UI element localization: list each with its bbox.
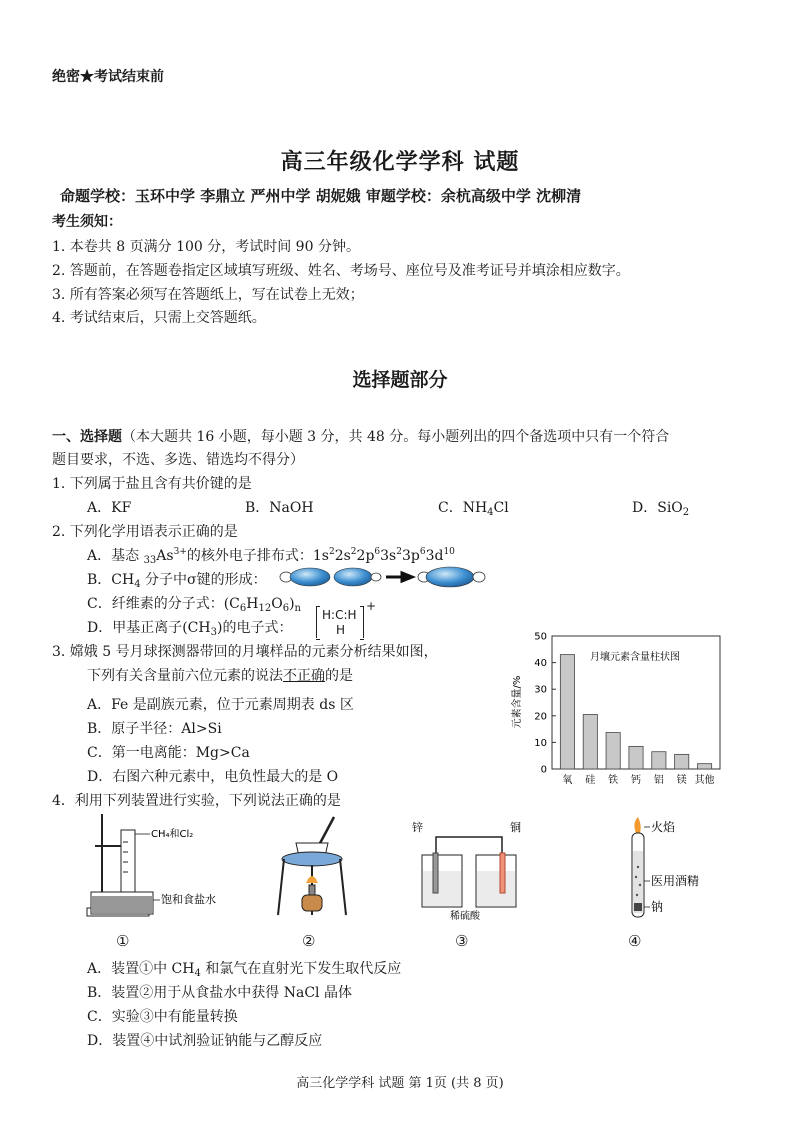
bar-氧: [560, 655, 574, 769]
label-acid: 稀硫酸: [450, 911, 480, 922]
brine: [92, 896, 152, 913]
element-content-chart: [505, 628, 730, 788]
option-c: C．第一电离能：Mg>Ca: [87, 745, 250, 761]
chart-title: 月壤元素含量柱状图: [590, 652, 680, 663]
x-tick-label: 氧: [562, 775, 573, 786]
question-stem: 4．利用下列装置进行实验，下列说法正确的是: [52, 793, 341, 809]
flame: [306, 876, 318, 883]
question-stem: 2. 下列化学用语表示正确的是: [52, 524, 238, 540]
ring: [282, 852, 342, 866]
zinc-electrode: [433, 853, 438, 893]
y-tick-label: 50: [534, 631, 547, 643]
bar-铁: [606, 733, 620, 769]
option-b: B．NaOH: [245, 500, 314, 516]
notice-item: 3. 所有答案必须写在答题纸上，写在试卷上无效；: [52, 287, 364, 303]
school-info: 命题学校：玉环中学 李鼎立 严州中学 胡妮娥 审题学校：余杭高级中学 沈柳清: [60, 187, 582, 205]
option-c: C．纤维素的分子式：$(C_6H_{12}O_6)_n$: [87, 596, 301, 614]
option-c: C．$NH_4Cl$: [438, 500, 509, 518]
confidential-label: 绝密★考试结束前: [52, 69, 164, 85]
apparatus-3: [410, 815, 530, 925]
electron-formula: H:C:H H: [316, 606, 364, 638]
apparatus-number: ①: [116, 932, 130, 950]
copper-electrode: [500, 853, 505, 893]
x-tick-label: 铁: [608, 775, 619, 786]
charge-sign: +: [366, 599, 377, 613]
option-c: C．实验③中有能量转换: [87, 1009, 238, 1025]
option-b: B．装置②用于从食盐水中获得 NaCl 晶体: [87, 985, 352, 1001]
option-b: B．原子半径：Al>Si: [87, 721, 222, 737]
apparatus-1: [85, 812, 255, 924]
bar-钙: [629, 746, 643, 769]
exam-title: 高三年级化学学科 试题: [280, 149, 520, 175]
question-stem: 3. 嫦娥 5 号月球探测器带回的月壤样品的元素分析结果如图，: [52, 644, 438, 660]
bar-镁: [675, 754, 689, 769]
x-tick-label: 铝: [653, 775, 664, 786]
y-axis-label: 元素含量/%: [512, 675, 523, 729]
x-tick-label: 钙: [631, 775, 641, 786]
option-d: D．SiO$_2$: [632, 500, 690, 518]
x-tick-label: 其他: [694, 775, 715, 786]
bar-其他: [697, 764, 711, 769]
y-tick-label: 20: [534, 711, 547, 723]
part-label: 一、选择题: [52, 429, 122, 445]
label-alcohol: 医用酒精: [651, 874, 700, 888]
option-a: A．KF: [87, 500, 132, 516]
notice-item: 2. 答题前，在答题卷指定区域填写班级、姓名、考场号、座位号及准考证号并填涂相应数字。: [52, 263, 630, 279]
y-tick-label: 10: [534, 737, 547, 749]
label-flame: 火焰: [651, 820, 676, 834]
notice-item: 4. 考试结束后，只需上交答题纸。: [52, 310, 266, 326]
label-copper: 铜: [510, 821, 521, 834]
x-tick-label: 硅: [585, 775, 596, 786]
sodium-piece: [634, 903, 642, 911]
notice-item: 1. 本卷共 8 页满分 100 分，考试时间 90 分钟。: [52, 239, 360, 255]
part-desc-cont: 题目要求，不选、多选、错选均不得分）: [52, 452, 304, 468]
option-d: D．甲基正离子$(CH_3)$的电子式：: [87, 620, 293, 638]
notice-title: 考生须知：: [52, 214, 122, 230]
bar-铝: [652, 752, 666, 769]
question-stem: 1. 下列属于盐且含有共价键的是: [52, 476, 252, 492]
y-tick-label: 40: [534, 658, 547, 670]
option-b: B．$CH_4$ 分子中σ键的形成：: [87, 572, 267, 590]
apparatus-number: ②: [302, 932, 316, 950]
y-tick-label: 0: [540, 764, 547, 776]
page-footer: 高三化学学科 试题 第 1页 (共 8 页): [296, 1076, 504, 1091]
option-d: D．右图六种元素中，电负性最大的是 O: [87, 769, 339, 785]
y-tick-label: 30: [534, 684, 547, 696]
question-stem-cont: 下列有关含量前六位元素的说法不正确的是: [87, 668, 353, 684]
label-sodium: 钠: [651, 900, 664, 914]
label-brine: 饱和食盐水: [161, 893, 216, 906]
section-title: 选择题部分: [352, 369, 448, 391]
option-d: D．装置④中试剂验证钠能与乙醇反应: [87, 1033, 323, 1049]
option-a: A．装置①中 $CH_4$ 和氯气在直射光下发生取代反应: [87, 961, 402, 979]
part-intro: [52, 426, 669, 446]
orbital-overlap-figure: [278, 566, 488, 588]
x-tick-label: 镁: [676, 775, 687, 786]
test-tube: [121, 830, 135, 902]
bar-硅: [583, 714, 597, 769]
wire: [436, 837, 502, 857]
option-a: A．基态 $_{33}As^{3+}$的核外电子排布式：$1s^22s^22p^63s^23p^63d^{10}$: [87, 547, 455, 566]
apparatus-number: ③: [455, 932, 469, 950]
part-desc: （本大题共 16 小题，每小题 3 分，共 48 分。每小题列出的四个备选项中只有一个符合: [122, 429, 670, 445]
apparatus-4: [620, 815, 720, 925]
option-a: A．Fe 是副族元素，位于元素周期表 ds 区: [87, 697, 354, 713]
alcohol-lamp: [302, 895, 322, 911]
label-zinc: 锌: [412, 821, 423, 834]
label-gases: CH₄和Cl₂: [151, 829, 194, 840]
apparatus-number: ④: [628, 932, 642, 950]
flame-tip: [634, 817, 640, 833]
apparatus-2: [272, 815, 352, 925]
